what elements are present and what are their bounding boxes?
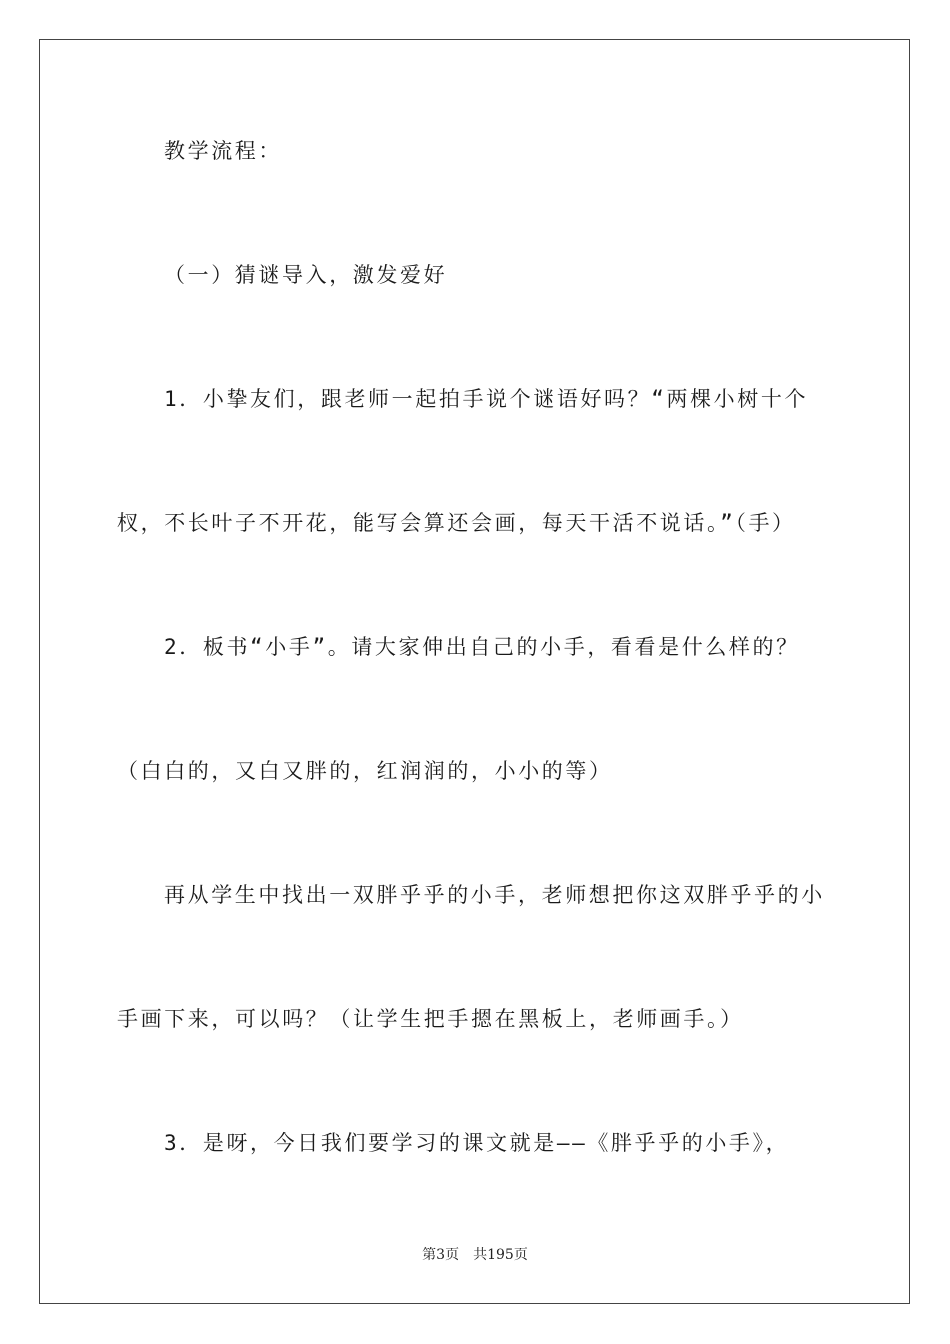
page-number: 第3页 [422, 1247, 460, 1263]
total-pages: 共195页 [473, 1247, 528, 1263]
text-line: 3．是呀，今日我们要学习的课文就是——《胖乎乎的小手》， [164, 1131, 790, 1155]
text-line: （白白的，又白又胖的，红润润的，小小的等） [117, 759, 613, 783]
text-line: 1．小挚友们，跟老师一起拍手说个谜语好吗？“两棵小树十个 [164, 387, 809, 411]
section-heading: （一）猜谜导入，激发爱好 [164, 263, 448, 287]
page-footer [0, 1246, 950, 1264]
text-line: 手画下来，可以吗？（让学生把手摁在黑板上，老师画手。） [117, 1007, 744, 1031]
text-line: 再从学生中找出一双胖乎乎的小手，老师想把你这双胖乎乎的小 [164, 883, 825, 907]
text-line: 2．板书“小手”。请大家伸出自己的小手，看看是什么样的？ [164, 635, 800, 659]
text-line: 杈，不长叶子不开花，能写会算还会画，每天干活不说话。”（手） [117, 511, 796, 535]
page-border [39, 39, 910, 1304]
text-line: 教学流程： [164, 139, 282, 163]
